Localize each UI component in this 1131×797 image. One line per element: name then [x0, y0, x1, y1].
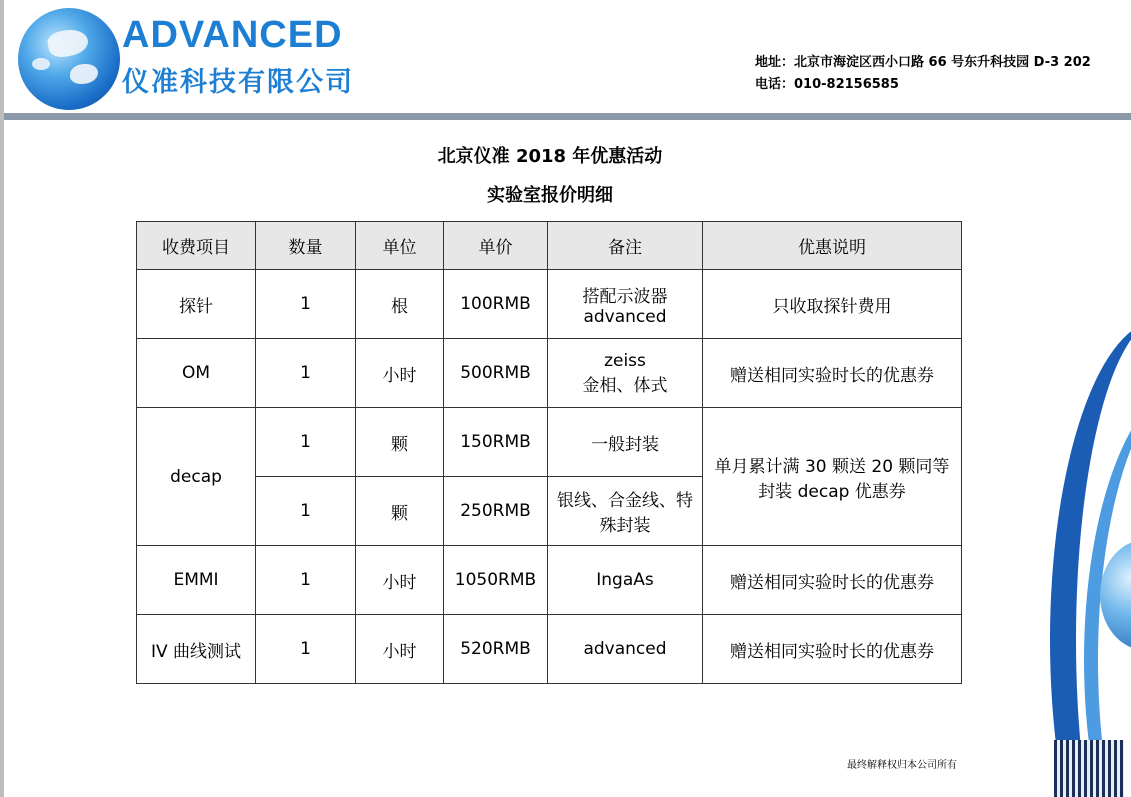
- cell-unit: 小时: [356, 546, 444, 615]
- note-line: 金相、体式: [582, 375, 668, 396]
- company-logo-english: ADVANCED: [122, 14, 343, 56]
- table-row: [137, 270, 962, 339]
- company-logo-chinese: 仪准科技有限公司: [122, 67, 354, 98]
- cell-unit: 小时: [356, 339, 444, 408]
- table-row: [137, 546, 962, 615]
- header-item: 收费项目: [137, 222, 256, 270]
- note-line: zeiss: [604, 350, 646, 371]
- cell-qty: 1: [256, 546, 356, 615]
- cell-unit: 颗: [356, 477, 444, 546]
- table-row: [137, 339, 962, 408]
- cell-item: decap: [137, 408, 256, 546]
- cell-qty: 1: [256, 408, 356, 477]
- contact-info: [755, 52, 1091, 96]
- document-subtitle: 实验室报价明细: [487, 185, 613, 206]
- cell-note: 一般封装: [548, 408, 703, 477]
- header-price: 单价: [444, 222, 548, 270]
- cell-promo: 赠送相同实验时长的优惠券: [703, 339, 962, 408]
- cell-item: 探针: [137, 270, 256, 339]
- table-row: [137, 408, 962, 477]
- header-divider: [4, 113, 1131, 120]
- globe-logo-icon: [18, 8, 120, 110]
- cell-item: OM: [137, 339, 256, 408]
- note-line: advanced: [583, 306, 667, 327]
- cell-price: 1050RMB: [444, 546, 548, 615]
- cell-price: 520RMB: [444, 615, 548, 684]
- company-phone: 电话：010-82156585: [755, 77, 899, 92]
- cell-item: IV 曲线测试: [137, 615, 256, 684]
- cell-price: 250RMB: [444, 477, 548, 546]
- copyright-notice: 最终解释权归本公司所有: [847, 760, 957, 771]
- cell-unit: 颗: [356, 408, 444, 477]
- table-row: [137, 615, 962, 684]
- decorative-network-graphic: [1040, 320, 1131, 797]
- header-note: 备注: [548, 222, 703, 270]
- note-line: 殊封装: [599, 516, 651, 536]
- cell-qty: 1: [256, 339, 356, 408]
- price-table: [136, 221, 962, 684]
- cell-promo: 只收取探针费用: [703, 270, 962, 339]
- table-header-row: [137, 222, 962, 270]
- cell-promo: [703, 408, 962, 546]
- document-title: 北京仪准 2018 年优惠活动: [437, 146, 663, 167]
- header-promo: 优惠说明: [703, 222, 962, 270]
- cell-price: 500RMB: [444, 339, 548, 408]
- note-line: 银线、合金线、特: [557, 491, 693, 511]
- cell-unit: 根: [356, 270, 444, 339]
- promo-line: 单月累计满 30 颗送 20 颗同等: [714, 456, 950, 477]
- cell-price: 100RMB: [444, 270, 548, 339]
- cell-note: [548, 270, 703, 339]
- cell-unit: 小时: [356, 615, 444, 684]
- cell-qty: 1: [256, 477, 356, 546]
- cell-qty: 1: [256, 615, 356, 684]
- header-unit: 单位: [356, 222, 444, 270]
- cell-item: EMMI: [137, 546, 256, 615]
- company-address: 地址：北京市海淀区西小口路 66 号东升科技园 D-3 202: [755, 55, 1091, 70]
- cell-promo: 赠送相同实验时长的优惠券: [703, 546, 962, 615]
- cell-note: [548, 339, 703, 408]
- header-qty: 数量: [256, 222, 356, 270]
- promo-line: 封装 decap 优惠券: [758, 481, 906, 502]
- cell-note: IngaAs: [548, 546, 703, 615]
- note-line: 搭配示波器: [582, 286, 668, 307]
- cell-qty: 1: [256, 270, 356, 339]
- cell-price: 150RMB: [444, 408, 548, 477]
- cell-note: advanced: [548, 615, 703, 684]
- cell-promo: 赠送相同实验时长的优惠券: [703, 615, 962, 684]
- letterhead: [0, 0, 1131, 122]
- cell-note: [548, 477, 703, 546]
